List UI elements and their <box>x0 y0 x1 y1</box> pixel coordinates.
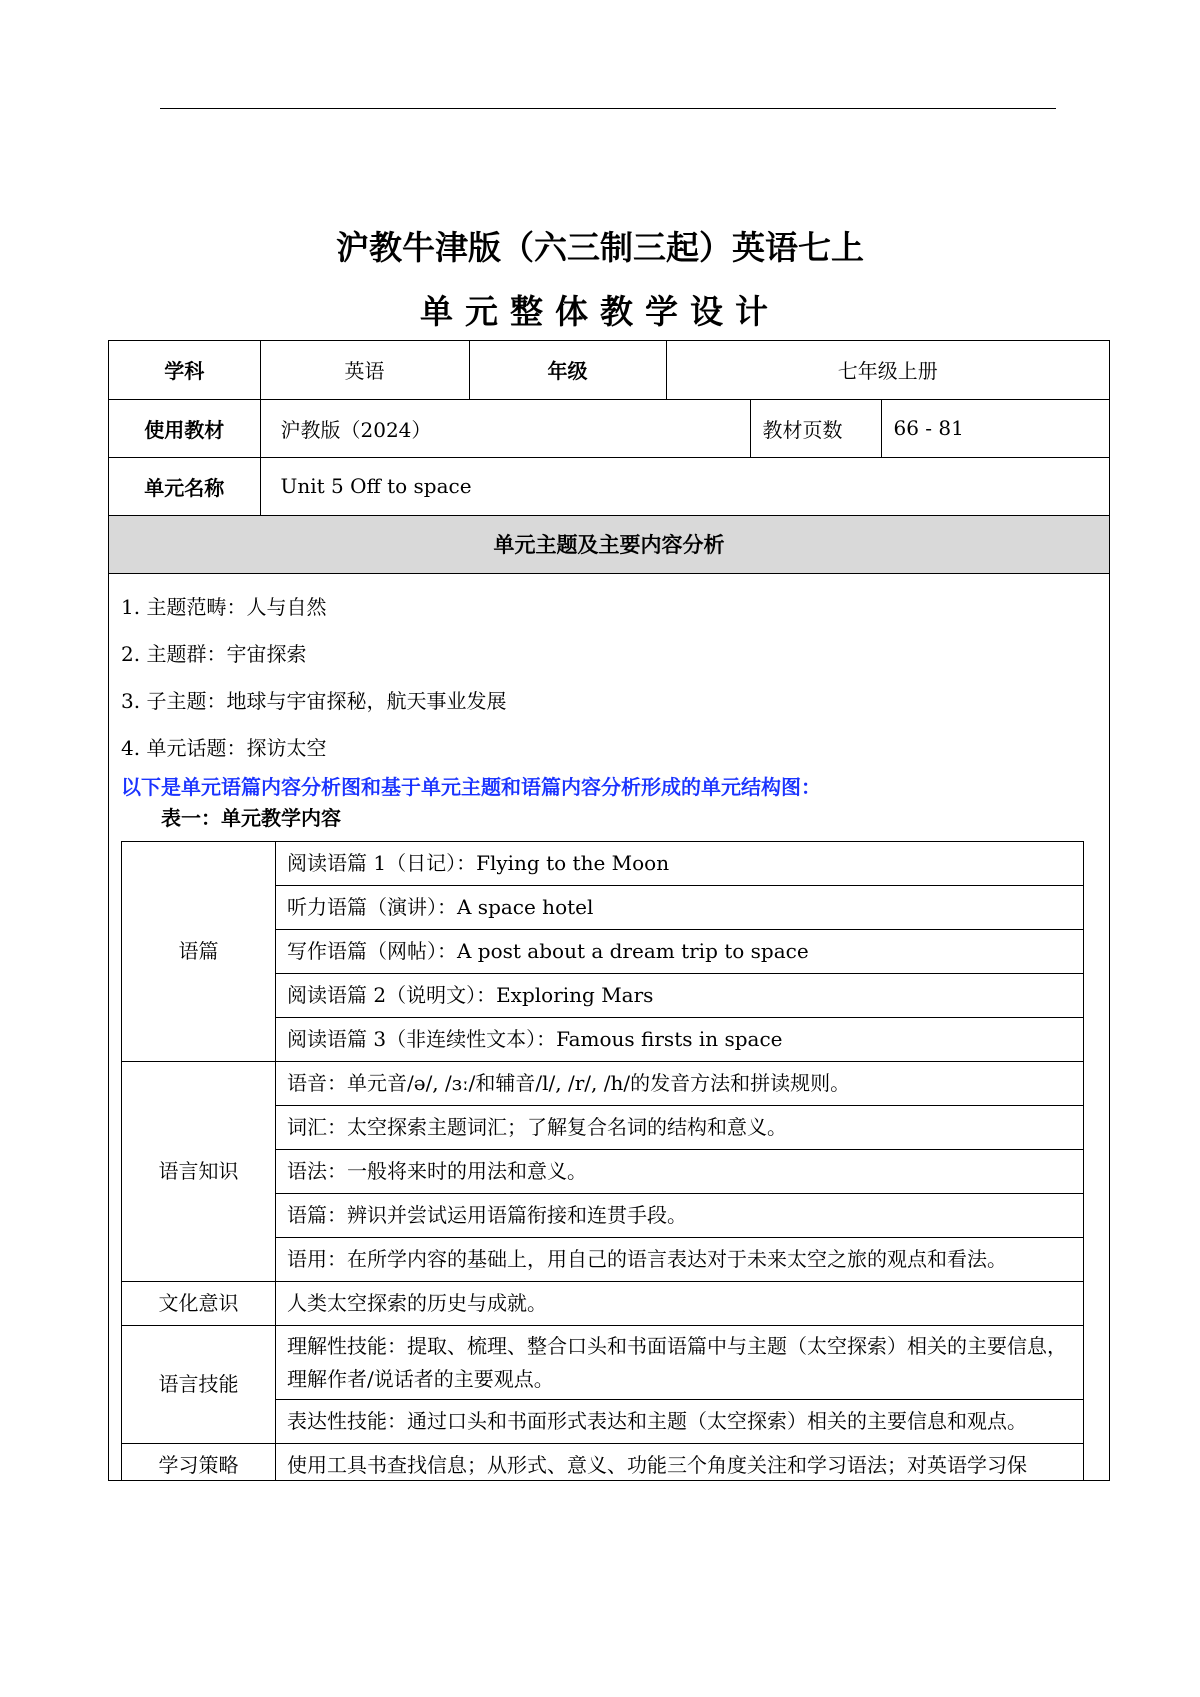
table-caption: 表一：单元教学内容 <box>161 806 341 830</box>
knowledge-item: 词汇：太空探索主题词汇；了解复合名词的结构和意义。 <box>276 1106 1084 1150</box>
analysis-section <box>109 577 1109 1481</box>
culture-label: 文化意识 <box>122 1282 276 1326</box>
grade-value: 七年级上册 <box>666 341 1109 399</box>
grade-label: 年级 <box>469 341 666 399</box>
pages-label: 教材页数 <box>750 399 881 457</box>
analysis-note: 以下是单元语篇内容分析图和基于单元主题和语篇内容分析形成的单元结构图： <box>121 775 821 799</box>
subject-value: 英语 <box>260 341 469 399</box>
pages-value: 66 - 81 <box>881 399 1109 457</box>
analysis-heading: 单元主题及主要内容分析 <box>109 515 1109 573</box>
strategy-item: 使用工具书查找信息；从形式、意义、功能三个角度关注和学习语法；对英语学习保 <box>276 1444 1084 1482</box>
skills-item: 理解性技能：提取、梳理、整合口头和书面语篇中与主题（太空探索）相关的主要信息，理解作者/说话者的主要观点。 <box>276 1326 1084 1400</box>
main-table <box>108 340 1110 1481</box>
text-item: 阅读语篇 3（非连续性文本）：Famous firsts in space <box>276 1018 1084 1062</box>
subject-label: 学科 <box>109 341 260 399</box>
info-table <box>109 341 1109 574</box>
textbook-value: 沪教版（2024） <box>260 399 750 457</box>
text-item: 听力语篇（演讲）：A space hotel <box>276 886 1084 930</box>
document-subtitle: 单元整体教学设计 <box>420 292 780 331</box>
content-table <box>121 841 1084 1481</box>
unit-value: Unit 5 Off to space <box>260 457 1109 515</box>
document-title: 沪教牛津版（六三制三起）英语七上 <box>336 228 864 267</box>
culture-item: 人类太空探索的历史与成就。 <box>276 1282 1084 1326</box>
strategy-label: 学习策略 <box>122 1444 276 1482</box>
skills-label: 语言技能 <box>122 1326 276 1444</box>
textbook-label: 使用教材 <box>109 399 260 457</box>
knowledge-item: 语音：单元音/ə/, /ɜː/和辅音/l/, /r/, /h/的发音方法和拼读规则。 <box>276 1062 1084 1106</box>
analysis-item: 3. 子主题：地球与宇宙探秘，航天事业发展 <box>121 689 507 713</box>
knowledge-label: 语言知识 <box>122 1062 276 1282</box>
unit-label: 单元名称 <box>109 457 260 515</box>
knowledge-item: 语法：一般将来时的用法和意义。 <box>276 1150 1084 1194</box>
analysis-item: 4. 单元话题：探访太空 <box>121 736 327 760</box>
analysis-item: 2. 主题群：宇宙探索 <box>121 642 307 666</box>
header-rule <box>160 108 1056 109</box>
knowledge-item: 语篇：辨识并尝试运用语篇衔接和连贯手段。 <box>276 1194 1084 1238</box>
text-item: 阅读语篇 1（日记）：Flying to the Moon <box>276 842 1084 886</box>
knowledge-item: 语用：在所学内容的基础上，用自己的语言表达对于未来太空之旅的观点和看法。 <box>276 1238 1084 1282</box>
analysis-item: 1. 主题范畴：人与自然 <box>121 595 327 619</box>
texts-label: 语篇 <box>122 842 276 1062</box>
text-item: 阅读语篇 2（说明文）：Exploring Mars <box>276 974 1084 1018</box>
text-item: 写作语篇（网帖）：A post about a dream trip to space <box>276 930 1084 974</box>
skills-item: 表达性技能：通过口头和书面形式表达和主题（太空探索）相关的主要信息和观点。 <box>276 1400 1084 1444</box>
